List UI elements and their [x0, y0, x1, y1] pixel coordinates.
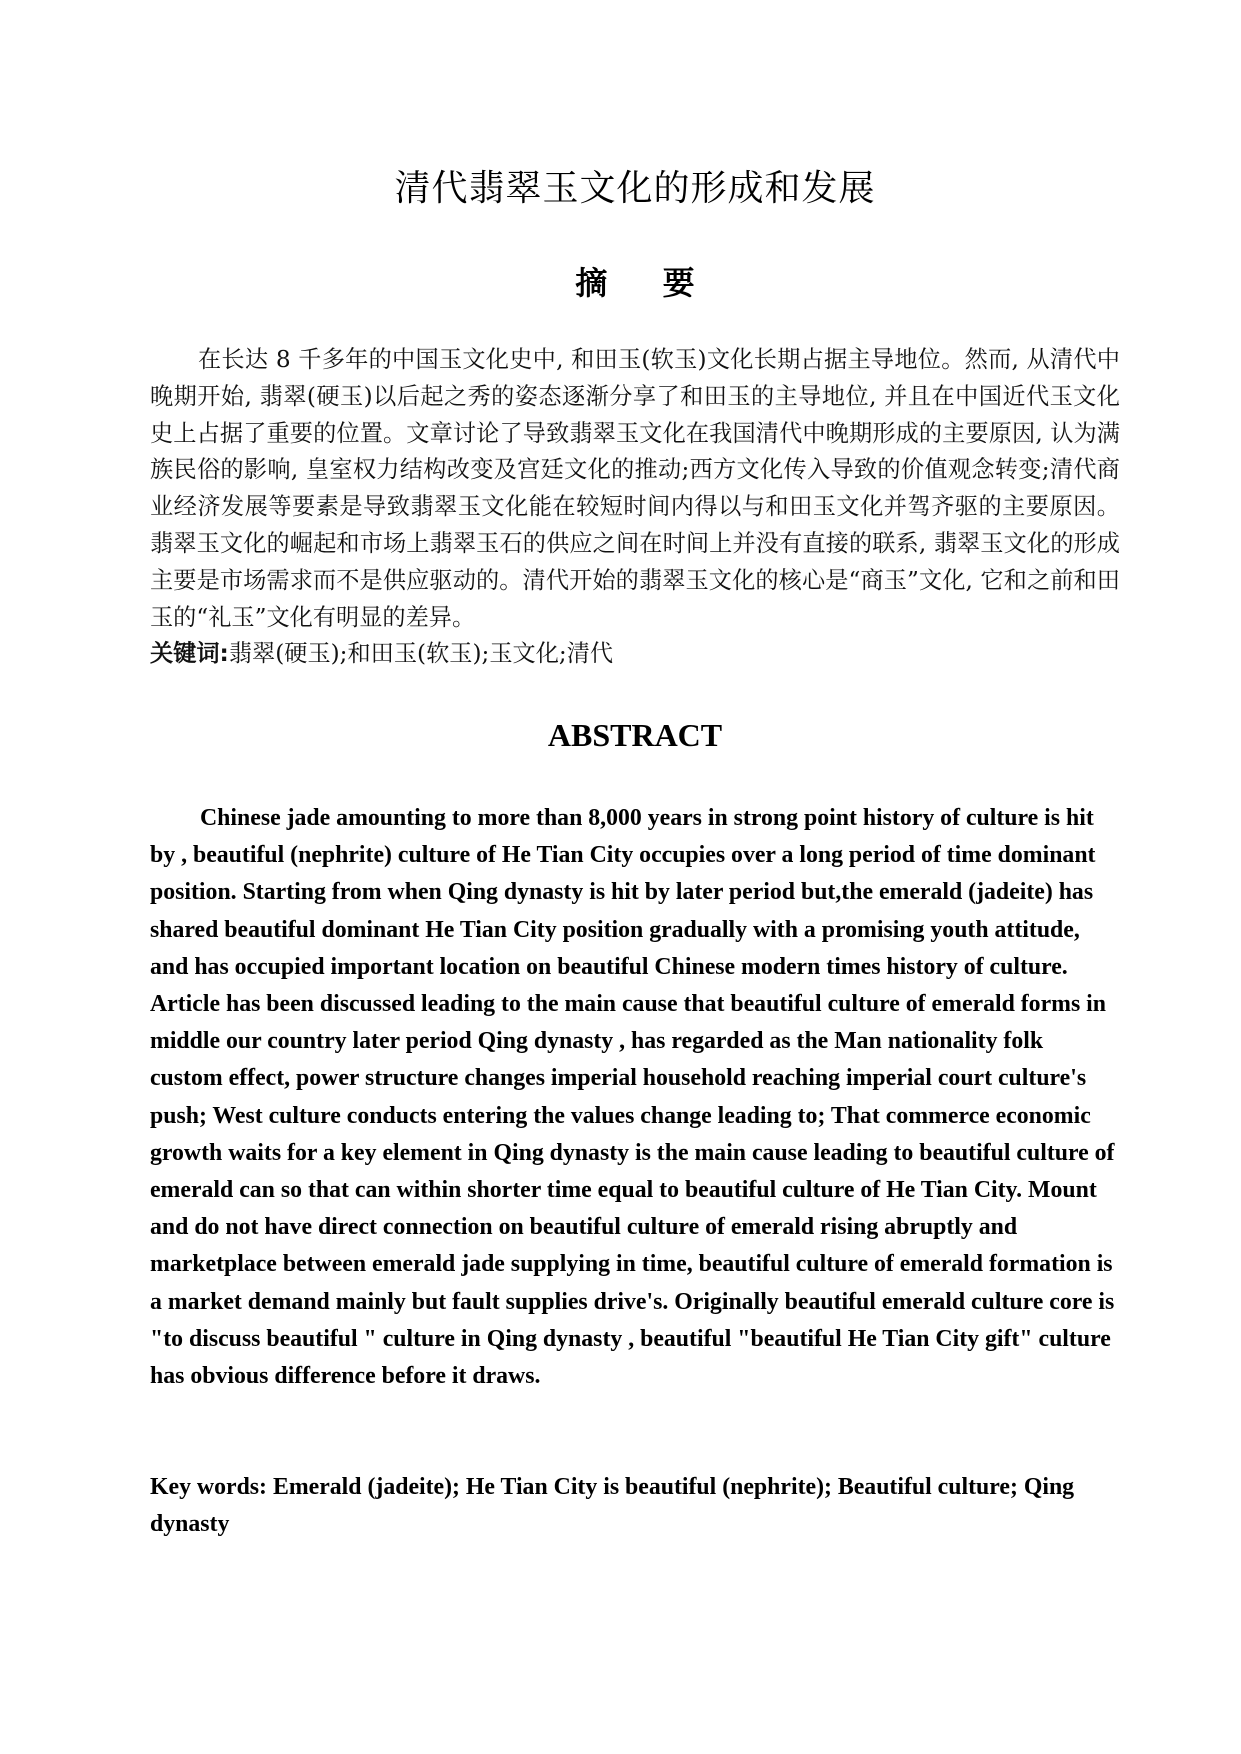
keywords-english-text: Emerald (jadeite); He Tian City is beautiful (nephrite); Beautiful culture; Qing dynasty: [150, 1474, 1075, 1538]
keywords-chinese-text: 翡翠(硬玉);和田玉(软玉);玉文化;清代: [228, 640, 614, 667]
abstract-chinese: 在长达 8 千多年的中国玉文化史中, 和田玉(软玉)文化长期占据主导地位。然而, 从清代中晚期开始, 翡翠(硬玉)以后起之秀的姿态逐渐分享了和田玉的主导地位, 并且在中国近代玉文化史上占据了重要的位置。文章讨论了导致翡翠玉文化在我国清代中晚期形成的主要原因, 认为满族民俗的影响, 皇室权力结构改变及宫廷文化的推动;西方文化传入导致的价值观念转变;清代商业经济发展等要素是导致翡翠玉文化能在较短时间内得以与和田玉文化并驾齐驱的主要原因。翡翠玉文化的崛起和市场上翡翠玉石的供应之间在时间上并没有直接的联系, 翡翠玉文化的形成主要是市场需求而不是供应驱动的。清代开始的翡翠玉文化的核心是“商玉”文化, 它和之前和田玉的“礼玉”文化有明显的差异。: [150, 346, 1120, 631]
abstract-heading-chinese: 摘 要: [575, 264, 717, 302]
abstract-heading-english: ABSTRACT: [547, 717, 723, 753]
abstract-english: Chinese jade amounting to more than 8,000 years in strong point history of culture is hit by , beautiful (nephrite) culture of He Tian City occupies over a long period of time dominant position. Starting from when Qing dynasty is hit by later period but,the emerald (jadeite) has shared beautiful dominant He Tian City position gradually with a promising youth attitude, and has occupied important location on beautiful Chinese modern times history of culture. Article has been discussed leading to the main cause that beautiful culture of emerald forms in middle our country later period Qing dynasty , has regarded as the Man nationality folk custom effect, power structure changes imperial household reaching imperial court culture's push; West culture conducts entering the values change leading to; That commerce economic growth waits for a key element in Qing dynasty is the main cause leading to beautiful culture of emerald can so that can within shorter time equal to beautiful culture of He Tian City. Mount and do not have direct connection on beautiful culture of emerald rising abruptly and marketplace between emerald jade supplying in time, beautiful culture of emerald formation is a market demand mainly but fault supplies drive's. Originally beautiful emerald culture core is "to discuss beautiful " culture in Qing dynasty , beautiful "beautiful He Tian City gift" culture has obvious difference before it draws.: [150, 805, 1115, 1390]
keywords-chinese: [150, 636, 1120, 672]
keywords-english-label: Key words:: [150, 1474, 267, 1500]
keywords-chinese-label: 关键词:: [150, 640, 229, 667]
paper-title: 清代翡翠玉文化的形成和发展: [394, 168, 876, 209]
keywords-english: [150, 1469, 1120, 1543]
